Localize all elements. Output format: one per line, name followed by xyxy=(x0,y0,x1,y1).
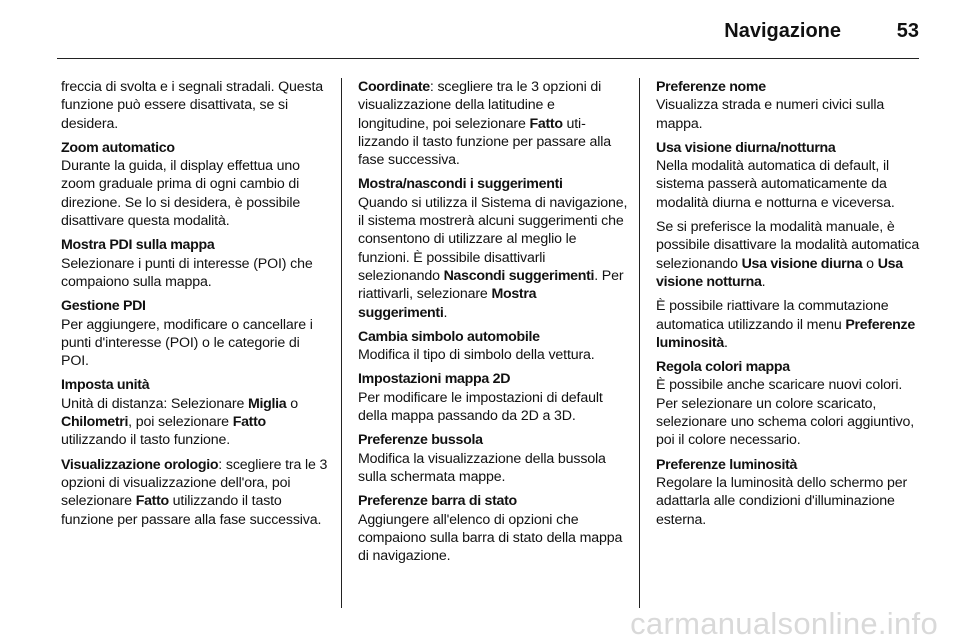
option-fatto: Fatto xyxy=(529,115,563,132)
column-1 xyxy=(61,78,331,535)
gestione-body: Per aggiungere, modificare o cancellare i punti d'interesse (POI) o le categorie di POI. xyxy=(61,316,313,370)
option-preferenze-luminosita: Preferenze luminosità xyxy=(656,316,915,351)
column-3 xyxy=(656,78,922,535)
unita-text-2: o xyxy=(286,395,298,412)
unita-text-4: utilizzando il tasto funzione. xyxy=(61,432,231,449)
barra-body: Aggiungere all'elenco di opzioni che compaiono sulla barra di stato della mappa di navigazione. xyxy=(358,511,623,565)
mappa2d-heading: Impostazioni mappa 2D xyxy=(358,371,511,388)
barra-section xyxy=(358,492,628,565)
option-coordinate: Coordinate xyxy=(358,79,430,95)
suggerimenti-text-3: . xyxy=(443,304,448,321)
simbolo-body: Modifica il tipo di simbolo della vettura. xyxy=(358,347,595,364)
option-chilometri: Chilometri xyxy=(61,414,129,431)
orologio-text-2: utilizzando il tasto funzione per passare alla fase successiva. xyxy=(61,493,322,528)
column-2 xyxy=(358,78,628,571)
option-usa-visione-diurna: Usa visione diurna xyxy=(741,255,863,272)
luminosita-body: Regolare la luminosità dello schermo per adattarla alle condizioni d'illuminazione esterna. xyxy=(656,474,908,528)
option-mostra-suggerimenti: Mostra suggerimenti xyxy=(358,286,537,321)
suggerimenti-heading: Mostra/nascondi i suggerimenti xyxy=(358,176,563,193)
mappa2d-body: Per modificare le impostazioni di default della mappa passando da 2D a 3D. xyxy=(358,389,603,425)
diurna-section xyxy=(656,139,922,352)
option-miglia: Miglia xyxy=(248,395,287,412)
diurna-heading: Usa visione diurna/notturna xyxy=(656,139,836,156)
simbolo-section xyxy=(358,328,628,365)
nome-heading: Preferenze nome xyxy=(656,79,766,95)
suggerimenti-text-1: Quando si utilizza il Sistema di navigazione, il sistema mostrerà alcuni suggerimenti che consentono di utilizzare al meglio le funzioni. È possibile disattivarli selezionando xyxy=(358,194,628,284)
diurna-text-2: o xyxy=(862,255,878,272)
orologio-text-1: : scegliere tra le 3 opzioni di visualizzazione dell'ora, poi selezionare xyxy=(61,456,328,510)
column-divider-2 xyxy=(639,78,640,608)
suggerimenti-text-2: . Per riattivarli, selezionare xyxy=(358,267,624,303)
diurna-text-1: Se si preferisce la modalità manuale, è possibile disattivare la modalità automatica selezionando xyxy=(656,219,920,272)
bussola-section xyxy=(358,431,628,486)
colori-heading: Regola colori mappa xyxy=(656,359,790,376)
zoom-section xyxy=(61,139,331,230)
intro-section xyxy=(61,78,331,133)
barra-heading: Preferenze barra di stato xyxy=(358,493,517,510)
diurna-body-1: Nella modalità automatica di default, il sistema passerà automaticamente da modalità diurna e notturna e viceversa. xyxy=(656,158,895,211)
page-number: 53 xyxy=(896,20,919,42)
luminosita-heading: Preferenze luminosità xyxy=(656,456,798,473)
pdi-section xyxy=(61,236,331,291)
option-fatto: Fatto xyxy=(135,493,169,510)
pdi-body: Selezionare i punti di interesse (POI) che compaiono sulla mappa. xyxy=(61,255,313,290)
coordinate-text-2: utilizzando il tasto funzione per passare alla fase successiva. xyxy=(358,115,612,169)
watermark: carmanualsonline.info xyxy=(630,606,938,641)
simbolo-heading: Cambia simbolo automobile xyxy=(358,328,540,345)
colori-section xyxy=(656,358,922,449)
gestione-heading: Gestione PDI xyxy=(61,298,146,315)
header-rule xyxy=(57,58,919,59)
gestione-section xyxy=(61,297,331,370)
luminosita-section xyxy=(656,456,922,529)
bussola-heading: Preferenze bussola xyxy=(358,432,483,449)
zoom-heading: Zoom automatico xyxy=(61,139,175,156)
diurna-text-4: È possibile riattivare la commutazione automatica utilizzando il menu xyxy=(656,298,889,333)
option-nascondi-suggerimenti: Nascondi suggerimenti xyxy=(443,267,595,284)
pdi-heading: Mostra PDI sulla mappa xyxy=(61,237,215,254)
page-header xyxy=(57,0,919,58)
nome-body: Visualizza strada e numeri civici sulla mappa. xyxy=(656,97,885,132)
coordinate-section xyxy=(358,78,628,169)
suggerimenti-section xyxy=(358,175,628,321)
coordinate-text-1: : scegliere tra le 3 opzioni di visualizzazione della latitudine e longitudine, poi selezionare xyxy=(358,79,602,132)
option-visualizzazione-orologio: Visualizzazione orologio xyxy=(61,456,219,473)
diurna-text-3: . xyxy=(761,273,766,290)
zoom-body: Durante la guida, il display effettua uno zoom graduale prima di ogni cambio di direzione. Se lo si desidera, è possibile disattivare questa modalità. xyxy=(61,158,301,230)
unita-text-1: Unità di distanza: Selezionare xyxy=(61,395,248,412)
option-usa-visione-notturna: Usa visione notturna xyxy=(656,255,903,290)
column-divider-1 xyxy=(341,78,342,608)
bussola-body: Modifica la visualizzazione della bussola sulla schermata mappe. xyxy=(358,450,606,485)
option-fatto: Fatto xyxy=(232,414,266,431)
mappa2d-section xyxy=(358,370,628,425)
intro-text: freccia di svolta e i segnali stradali. Questa funzione può essere disattivata, se si desidera. xyxy=(61,79,324,132)
nome-section xyxy=(656,78,922,133)
diurna-text-5: . xyxy=(723,334,728,351)
colori-body: È possibile anche scaricare nuovi colori. Per selezionare un colore scaricato, selezionare uno schema colori aggiuntivo, poi il colore necessario. xyxy=(656,377,915,449)
unita-section xyxy=(61,376,331,528)
page-title: Navigazione xyxy=(724,20,841,42)
unita-text-3: , poi selezionare xyxy=(128,414,233,431)
unita-heading: Imposta unità xyxy=(61,377,150,394)
